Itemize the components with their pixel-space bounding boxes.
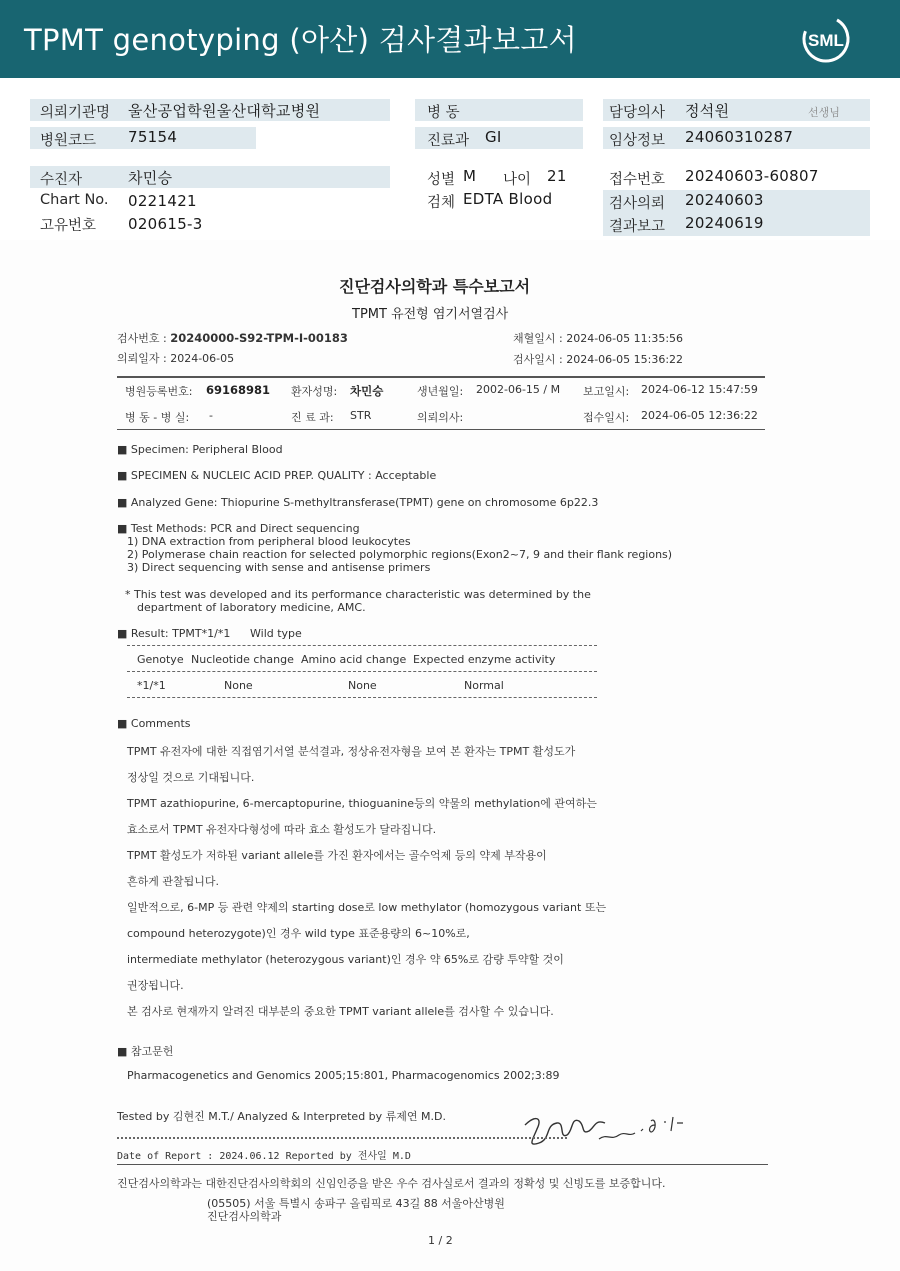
reg-label: 병원등록번호: <box>125 385 193 398</box>
doctor-suffix: 선생님 <box>808 106 840 119</box>
note-2: department of laboratory medicine, AMC. <box>137 601 366 614</box>
result-dash-bottom <box>127 697 597 698</box>
methods-title: ■ Test Methods: PCR and Direct sequencing <box>117 522 360 535</box>
method-1: 1) DNA extraction from peripheral blood leukocytes <box>127 535 411 548</box>
report-title: TPMT genotyping (아산) 검사결과보고서 <box>24 23 577 57</box>
scan-subtitle: TPMT 유전형 염기서열검사 <box>352 307 509 322</box>
hospital-code-value: 75154 <box>128 128 178 146</box>
institution-value: 울산공업학원울산대학교병원 <box>128 102 321 120</box>
scanned-report <box>0 240 900 1271</box>
request-date: 의뢰일자 : 2024-06-05 <box>117 352 235 365</box>
quality-line: ■ SPECIMEN & NUCLEIC ACID PREP. QUALITY : Acceptable <box>117 469 437 482</box>
result-genotype: *1/*1 <box>137 679 166 692</box>
result-header-amino: Amino acid change <box>301 653 407 666</box>
result-header-genotype: Genotye <box>137 653 184 666</box>
dept-value: GI <box>485 128 502 146</box>
request-value: 20240603 <box>685 191 764 209</box>
comment-2: 정상일 것으로 기대됩니다. <box>127 771 255 784</box>
scan-dept-label: 진 료 과: <box>291 411 334 424</box>
chart-value: 0221421 <box>128 192 197 210</box>
result-activity: Normal <box>464 679 504 692</box>
report-header <box>0 0 900 78</box>
table-bottom-rule <box>117 429 765 430</box>
specimen-line: ■ Specimen: Peripheral Blood <box>117 443 283 456</box>
comment-11: 본 검사로 현재까지 알려진 대부분의 중요한 TPMT variant allele를 검사할 수 있습니다. <box>127 1005 554 1018</box>
test-date: 검사일시 : 2024-06-05 15:36:22 <box>513 353 684 366</box>
specimen-label: 검체 <box>427 195 456 211</box>
report-time-value: 2024-06-12 15:47:59 <box>641 383 758 396</box>
signature <box>515 1095 695 1155</box>
note-1: * This test was developed and its performance characteristic was determined by the <box>125 588 591 601</box>
comment-5: TPMT 활성도가 저하된 variant allele를 가진 환자에서는 골수억제 등의 약제 부작용이 <box>127 849 547 862</box>
result-amino: None <box>348 679 377 692</box>
doctor-value: 정석원 <box>685 102 730 120</box>
clinical-label: 임상정보 <box>609 133 666 149</box>
chart-label: Chart No. <box>40 192 109 208</box>
test-no-value: 20240000-S92-TPM-I-00183 <box>170 331 348 345</box>
scan-receipt-value: 2024-06-05 12:36:22 <box>641 409 758 422</box>
institution-label: 의뢰기관명 <box>40 105 111 121</box>
hospital-code-label: 병원코드 <box>40 133 97 149</box>
scan-doctor-label: 의뢰의사: <box>417 411 464 424</box>
date-of-report: Date of Report : 2024.06.12 Reported by 전사일 M.D <box>117 1151 411 1162</box>
age-value: 21 <box>547 167 567 185</box>
references-title: ■ 참고문헌 <box>117 1045 174 1058</box>
comment-10: 권장됩니다. <box>127 979 184 992</box>
comment-6: 흔하게 관찰됩니다. <box>127 875 220 888</box>
comment-3: TPMT azathiopurine, 6-mercaptopurine, thioguanine등의 약물의 methylation에 관여하는 <box>127 797 597 810</box>
comment-7: 일반적으로, 6-MP 등 관련 약제의 starting dose로 low methylator (homozygous variant 또는 <box>127 901 607 914</box>
collect-date: 채혈일시 : 2024-06-05 11:35:56 <box>513 332 684 345</box>
page-number: 1 / 2 <box>428 1234 453 1247</box>
ward-room-value: - <box>209 409 213 422</box>
uid-value: 020615-3 <box>128 215 203 233</box>
report-label: 결과보고 <box>609 219 666 235</box>
reg-value: 69168981 <box>206 383 271 397</box>
comment-4: 효소로서 TPMT 유전자다형성에 따라 효소 활성도가 달라집니다. <box>127 823 437 836</box>
dept-label: 진료과 <box>427 133 470 149</box>
ward-room-label: 병 동 - 병 실: <box>125 411 190 424</box>
result-header-nucleotide: Nucleotide change <box>191 653 294 666</box>
uid-label: 고유번호 <box>40 218 97 234</box>
specimen-value: EDTA Blood <box>463 190 553 208</box>
tested-by: Tested by 김현진 M.T./ Analyzed & Interpreted by 류제연 M.D. <box>117 1110 446 1123</box>
signature-divider <box>117 1137 567 1139</box>
age-label: 나이 <box>503 172 532 188</box>
address: (05505) 서울 특별시 송파구 올림픽로 43길 88 서울아산병원 <box>207 1197 505 1210</box>
report-time-label: 보고일시: <box>583 385 630 398</box>
sex-value: M <box>463 167 477 185</box>
patient-label: 수진자 <box>40 172 83 188</box>
name-label: 환자성명: <box>291 385 338 398</box>
result-dash-mid <box>127 671 597 672</box>
sex-label: 성별 <box>427 172 456 188</box>
name-value: 차민승 <box>350 384 384 398</box>
result-type: Wild type <box>250 627 302 640</box>
report-value: 20240619 <box>685 214 764 232</box>
test-no-label: 검사번호 : <box>117 332 167 345</box>
result-header-activity: Expected enzyme activity <box>413 653 556 666</box>
dob-label: 생년월일: <box>417 385 464 398</box>
references: Pharmacogenetics and Genomics 2005;15:801, Pharmacogenomics 2002;3:89 <box>127 1069 560 1082</box>
scan-title: 진단검사의학과 특수보고서 <box>339 277 531 296</box>
footer-rule <box>117 1164 768 1165</box>
gene-line: ■ Analyzed Gene: Thiopurine S-methyltransferase(TPMT) gene on chromosome 6p22.3 <box>117 496 599 509</box>
result-dash-top <box>127 645 597 646</box>
ward-label: 병 동 <box>427 105 460 121</box>
comment-9: intermediate methylator (heterozygous variant)인 경우 약 65%로 감량 투약할 것이 <box>127 953 564 966</box>
doctor-label: 담당의사 <box>609 105 666 121</box>
receipt-value: 20240603-60807 <box>685 167 819 185</box>
sml-logo <box>798 13 854 65</box>
result-nucleotide: None <box>224 679 253 692</box>
scan-dept-value: STR <box>350 409 372 422</box>
test-no-row <box>117 330 348 346</box>
method-2: 2) Polymerase chain reaction for selected polymorphic regions(Exon2~7, 9 and their flank regions) <box>127 548 673 561</box>
dob-value: 2002-06-15 / M <box>476 383 561 396</box>
certification: 진단검사의학과는 대한진단검사의학회의 신임인증을 받은 우수 검사실로서 결과의 정확성 및 신빙도를 보증합니다. <box>117 1177 666 1190</box>
request-label: 검사의뢰 <box>609 196 666 212</box>
address-dept: 진단검사의학과 <box>207 1210 282 1223</box>
result-label: ■ Result: TPMT*1/*1 <box>117 627 231 640</box>
comment-1: TPMT 유전자에 대한 직접염기서열 분석결과, 정상유전자형을 보여 본 환자는 TPMT 활성도가 <box>127 745 576 758</box>
receipt-label: 접수번호 <box>609 172 666 188</box>
table-top-rule <box>117 376 765 378</box>
comments-title: ■ Comments <box>117 717 191 730</box>
patient-value: 차민승 <box>128 169 173 187</box>
scan-receipt-label: 접수일시: <box>583 411 630 424</box>
patient-bg <box>30 166 390 188</box>
method-3: 3) Direct sequencing with sense and antisense primers <box>127 561 431 574</box>
comment-8: compound heterozygote)인 경우 wild type 표준용량의 6~10%로, <box>127 927 470 940</box>
logo-text: SML <box>808 31 844 50</box>
clinical-value: 24060310287 <box>685 128 794 146</box>
